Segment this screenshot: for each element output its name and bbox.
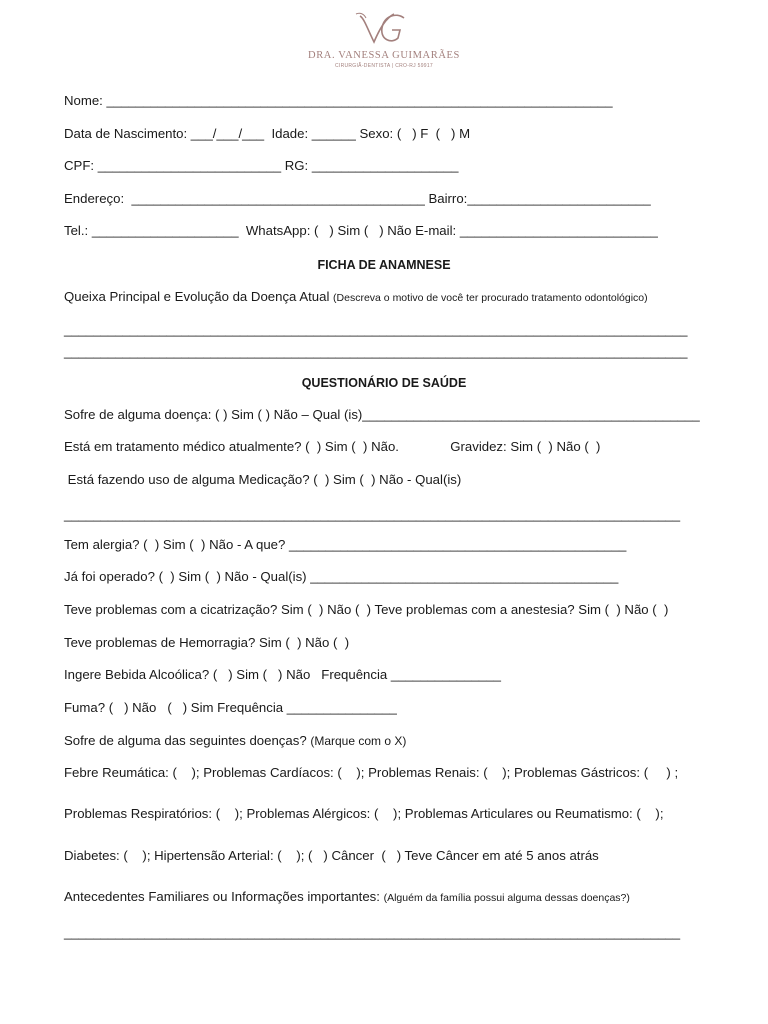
- field-tel[interactable]: Tel.: ____________________ WhatsApp: ( ) Sim ( ) Não E-mail: ___________________________: [64, 223, 658, 238]
- queixa-blank-line-1[interactable]: _____________________________________________________________________________________: [64, 322, 688, 337]
- question-doencas-row: [64, 733, 720, 749]
- doencas-note: (Marque com o X): [310, 734, 407, 748]
- clinic-subtitle: CIRURGIÃ-DENTISTA | CRO-RJ 59917: [334, 63, 434, 69]
- doencas-list-2[interactable]: Problemas Respiratórios: ( ); Problemas Alérgicos: ( ); Problemas Articulares ou Reumatismo: ( );: [64, 806, 664, 821]
- queixa-note: (Descreva o motivo de você ter procurado tratamento odontológico): [333, 292, 648, 304]
- doencas-list-1[interactable]: Febre Reumática: ( ); Problemas Cardíacos: ( ); Problemas Renais: ( ); Problemas Gástricos: ( ) ;: [64, 765, 679, 780]
- doencas-list-3[interactable]: Diabetes: ( ); Hipertensão Arterial: ( ); ( ) Câncer ( ) Teve Câncer em até 5 anos atrás: [64, 848, 599, 863]
- question-fuma[interactable]: Fuma? ( ) Não ( ) Sim Frequência _______________: [64, 700, 397, 715]
- question-operado[interactable]: Já foi operado? ( ) Sim ( ) Não - Qual(is) __________________________________________: [64, 569, 619, 584]
- antecedentes-label: Antecedentes Familiares ou Informações importantes:: [64, 889, 384, 904]
- question-alergia[interactable]: Tem alergia? ( ) Sim ( ) Não - A que? ______________________________________________: [64, 537, 627, 552]
- question-tratamento[interactable]: Está em tratamento médico atualmente? ( ) Sim ( ) Não. Gravidez: Sim ( ) Não ( ): [64, 439, 601, 454]
- section-title-questionario: QUESTIONÁRIO DE SAÚDE: [301, 376, 467, 390]
- field-cpf-rg[interactable]: CPF: _________________________ RG: ____________________: [64, 158, 459, 173]
- queixa-blank-line-2[interactable]: _____________________________________________________________________________________: [64, 344, 688, 359]
- queixa-row: [64, 289, 720, 306]
- queixa-label: Queixa Principal e Evolução da Doença Atual: [64, 289, 334, 304]
- field-nome[interactable]: Nome: _____________________________________________________________________: [64, 93, 613, 108]
- clinic-logo: [0, 8, 768, 86]
- antecedentes-note: (Alguém da família possui alguma dessas doenças?): [383, 892, 630, 904]
- question-hemorragia[interactable]: Teve problemas de Hemorragia? Sim ( ) Não ( ): [64, 635, 350, 650]
- field-nascimento[interactable]: Data de Nascimento: ___/___/___ Idade: ______ Sexo: ( ) F ( ) M: [64, 126, 471, 141]
- doencas-label: Sofre de alguma das seguintes doenças?: [64, 733, 311, 748]
- clinic-name: DRA. VANESSA GUIMARÃES: [308, 50, 460, 61]
- question-bebida[interactable]: Ingere Bebida Alcoólica? ( ) Sim ( ) Não Frequência _______________: [64, 667, 501, 682]
- question-doenca[interactable]: Sofre de alguma doença: ( ) Sim ( ) Não – Qual (is)______________________________________________: [64, 407, 700, 422]
- question-cicatrizacao[interactable]: Teve problemas com a cicatrização? Sim ( ) Não ( ) Teve problemas com a anestesia? Sim ( ) Não ( ): [64, 602, 669, 617]
- antecedentes-blank-line[interactable]: ____________________________________________________________________________________: [64, 925, 681, 940]
- medicacao-blank-line[interactable]: ____________________________________________________________________________________: [64, 507, 681, 522]
- field-endereco[interactable]: Endereço: ________________________________________ Bairro:_________________________: [64, 191, 651, 206]
- vg-monogram-icon: [352, 8, 416, 50]
- question-medicacao[interactable]: Está fazendo uso de alguma Medicação? ( ) Sim ( ) Não - Qual(is): [64, 472, 462, 487]
- antecedentes-row: [64, 889, 720, 906]
- section-title-ficha: FICHA DE ANAMNESE: [317, 258, 451, 272]
